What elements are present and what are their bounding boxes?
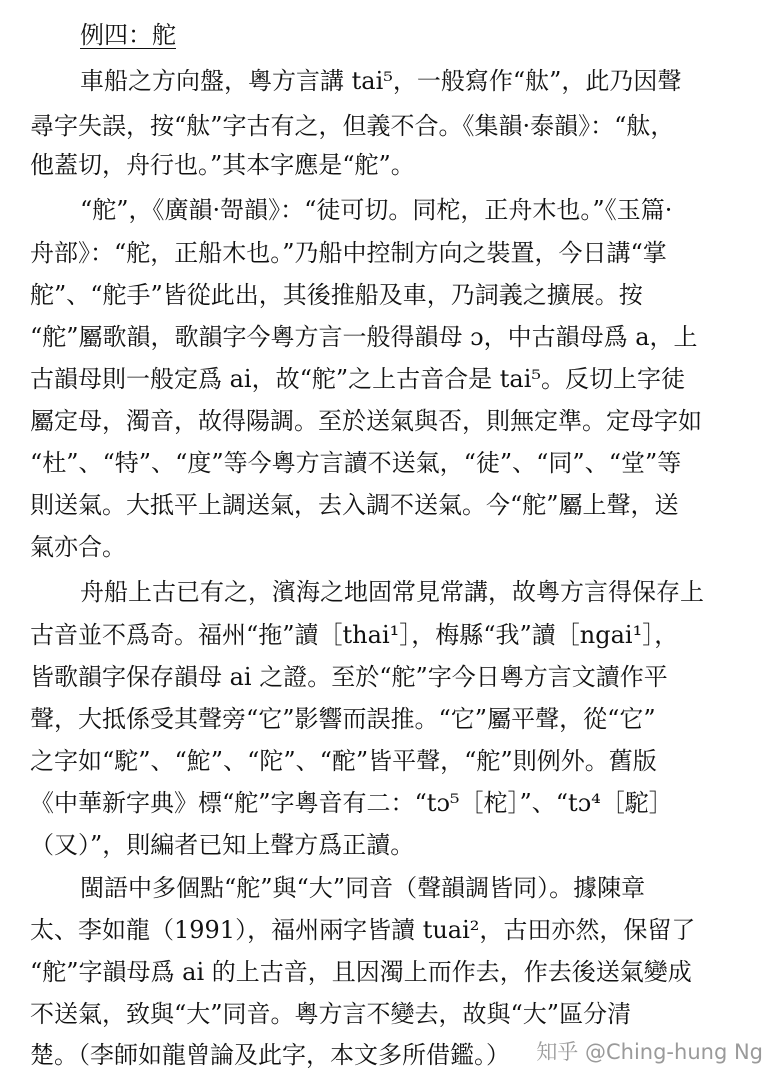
text-line-6: 舵”、“舵手”皆從此出，其後推船及車，乃詞義之擴展。按 bbox=[30, 281, 643, 309]
text-line-19: （又）”，則編者已知上聲方爲正讀。 bbox=[30, 831, 415, 859]
text-line-8: 古韻母則一般定爲 ai，故“舵”之上古音合是 tai⁵。反切上字徒 bbox=[30, 365, 686, 393]
text-line-20: 閩語中多個點“舵”與“大”同音（聲韻調皆同）。據陳章 bbox=[80, 874, 646, 902]
text-line-4: “舵”，《廣韻·哿韻》：“徒可切。同柁，正舟木也。”《玉篇· bbox=[80, 196, 673, 224]
text-line-21: 太、李如龍（1991），福州兩字皆讀 tuai²，古田亦然，保留了 bbox=[30, 916, 696, 944]
text-line-14: 古音並不爲奇。福州“拖”讀［thai¹］，梅縣“我”讀［ngai¹］， bbox=[30, 621, 679, 649]
text-line-16: 聲，大抵係受其聲旁“它”影響而誤推。“它”屬平聲，從“它” bbox=[30, 705, 656, 733]
text-line-15: 皆歌韻字保存韻母 ai 之證。至於“舵”字今日粵方言文讀作平 bbox=[30, 663, 668, 691]
text-line-9: 屬定母，濁音，故得陽調。至於送氣與否，則無定準。定母字如 bbox=[30, 407, 702, 435]
text-line-5: 舟部》：“舵，正船木也。”乃船中控制方向之裝置，今日講“掌 bbox=[30, 239, 667, 267]
text-line-24: 楚。（李師如龍曾論及此字，本文多所借鑑。） bbox=[30, 1041, 510, 1069]
text-line-1: 車船之方向盤，粵方言講 tai⁵，一般寫作“舦”，此乃因聲 bbox=[80, 67, 682, 95]
text-line-3: 他蓋切，舟行也。”其本字應是“舵”。 bbox=[30, 151, 415, 179]
text-line-7: “舵”屬歌韻，歌韻字今粵方言一般得韻母 ɔ，中古韻母爲 a，上 bbox=[30, 323, 698, 351]
text-line-10: “杜”、“特”、“度”等今粵方言讀不送氣，“徒”、“同”、“堂”等 bbox=[30, 449, 682, 477]
text-line-2: 尋字失誤，按“舦”字古有之，但義不合。《集韻·泰韻》：“舦， bbox=[30, 112, 675, 140]
example-heading: 例四：舵 bbox=[80, 21, 176, 49]
text-line-23: 不送氣，致與“大”同音。粵方言不變去，故與“大”區分清 bbox=[30, 1000, 632, 1028]
text-line-22: “舵”字韻母爲 ai 的上古音，且因濁上而作去，作去後送氣變成 bbox=[30, 958, 692, 986]
text-line-18: 《中華新字典》標“舵”字粵音有二：“tɔ⁵［柁］”、“tɔ⁴［駝］ bbox=[30, 789, 673, 817]
text-line-13: 舟船上古已有之，濱海之地固常見常講，故粵方言得保存上 bbox=[80, 578, 704, 606]
text-line-12: 氣亦合。 bbox=[30, 533, 126, 561]
text-line-11: 則送氣。大抵平上調送氣，去入調不送氣。今“舵”屬上聲，送 bbox=[30, 491, 679, 519]
text-line-17: 之字如“駝”、“鮀”、“陀”、“酡”皆平聲，“舵”則例外。舊版 bbox=[30, 747, 657, 775]
zhihu-watermark: 知乎 @Ching-hung Ng bbox=[536, 1040, 763, 1064]
